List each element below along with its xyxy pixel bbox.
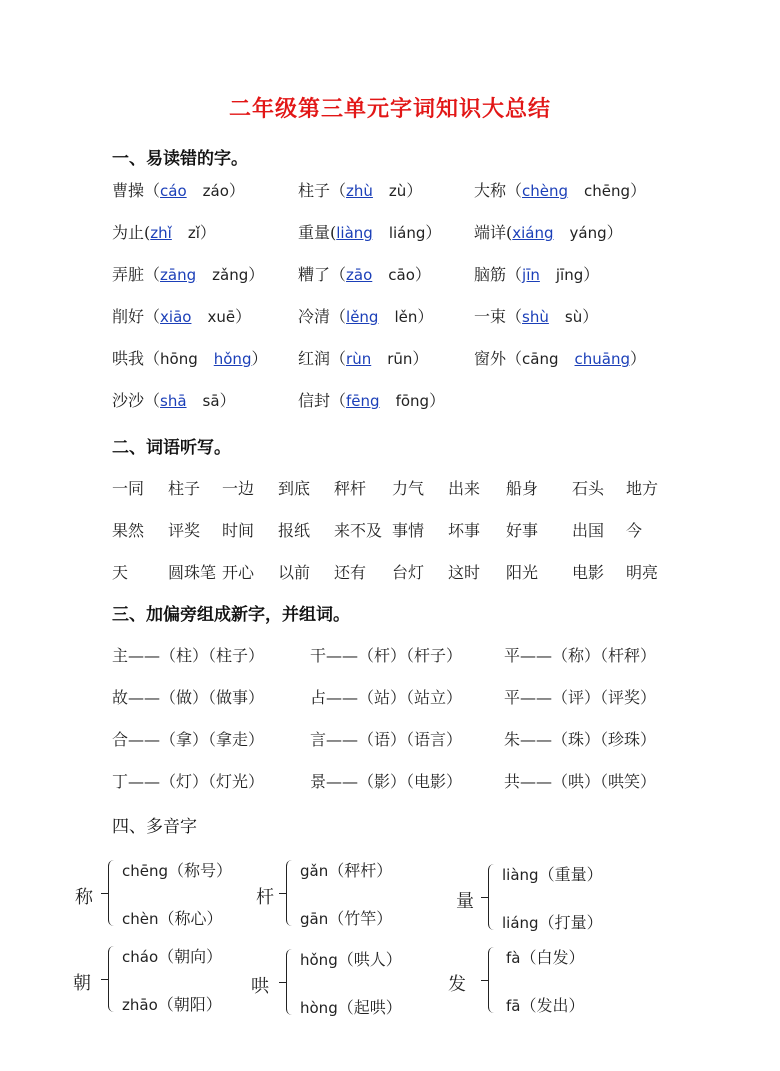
radical-base: 言 <box>310 730 327 749</box>
wrong-pinyin: liáng <box>388 224 426 242</box>
correct-pinyin: jīn <box>522 266 540 284</box>
misread-word: 红润 <box>298 349 331 368</box>
misread-item <box>298 346 428 369</box>
radical-word: （珍珠） <box>600 730 657 749</box>
wrong-pinyin: lěn <box>394 308 418 326</box>
dictation-word: 明亮 <box>626 563 659 582</box>
reading-word: （白发） <box>520 948 585 967</box>
correct-pinyin: shā <box>160 392 187 410</box>
dictation-word: 这时 <box>448 563 481 582</box>
misread-word: 重量 <box>298 223 331 242</box>
radical-word: （语言） <box>406 730 463 749</box>
misread-item <box>298 388 445 411</box>
paren-close: ） <box>582 307 599 326</box>
spacer <box>554 223 570 242</box>
section-heading-misread: 一、易读错的字。 <box>112 149 248 169</box>
paren-open: ( <box>330 223 337 242</box>
radical-new-char: （杆） <box>358 646 407 665</box>
radical-new-char: （哄） <box>552 772 601 791</box>
correct-pinyin: hǒng <box>213 350 252 368</box>
misread-item <box>298 262 431 285</box>
radical-dash: —— <box>520 772 553 791</box>
dictation-word: 到底 <box>278 479 311 498</box>
radical-word: （灯光） <box>208 772 265 791</box>
misread-item <box>474 178 646 201</box>
dictation-word: 出国 <box>572 521 605 540</box>
paren-open: （ <box>506 181 523 200</box>
misread-word: 信封 <box>298 391 331 410</box>
radical-word: （做事） <box>208 688 265 707</box>
misread-item <box>112 262 264 285</box>
spacer <box>191 307 207 326</box>
wrong-pinyin: jīng <box>555 266 584 284</box>
paren-close: ） <box>429 391 446 410</box>
dictation-word: 事情 <box>392 521 425 540</box>
reading-pinyin: zhāo <box>122 996 158 1014</box>
wrong-pinyin: rūn <box>387 350 413 368</box>
dictation-word: 一同 <box>112 479 145 498</box>
dictation-word: 今 <box>626 521 643 540</box>
radical-item <box>112 727 264 750</box>
paren-close: ） <box>606 223 623 242</box>
radical-base: 合 <box>112 730 129 749</box>
spacer <box>187 391 203 410</box>
polyphone-reading <box>300 858 392 881</box>
misread-word: 窗外 <box>474 349 507 368</box>
paren-open: （ <box>330 349 347 368</box>
radical-new-char: （评） <box>552 688 601 707</box>
dictation-word: 圆珠笔 <box>168 563 217 582</box>
radical-item <box>504 643 656 666</box>
radical-base: 景 <box>310 772 327 791</box>
misread-word: 一束 <box>474 307 507 326</box>
radical-new-char: （站） <box>358 688 407 707</box>
misread-item <box>112 388 236 411</box>
dictation-word: 果然 <box>112 521 145 540</box>
polyphone-reading <box>122 906 223 929</box>
radical-dash: —— <box>326 688 359 707</box>
radical-word: （杆子） <box>406 646 463 665</box>
radical-new-char: （拿） <box>160 730 209 749</box>
misread-word: 为止 <box>112 223 145 242</box>
reading-pinyin: gǎn <box>300 862 329 880</box>
radical-item <box>504 685 656 708</box>
dictation-word: 评奖 <box>168 521 201 540</box>
brace-icon <box>108 860 119 926</box>
radical-base: 丁 <box>112 772 129 791</box>
radical-base: 平 <box>504 688 521 707</box>
page-title: 二年级第三单元字词知识大总结 <box>228 96 551 122</box>
wrong-pinyin: zǐ <box>187 224 200 242</box>
paren-close: ） <box>629 349 646 368</box>
correct-pinyin: zhù <box>346 182 373 200</box>
radical-item <box>112 685 264 708</box>
misread-item <box>298 304 433 327</box>
radical-dash: —— <box>520 688 553 707</box>
correct-pinyin: chuāng <box>574 350 630 368</box>
dictation-word: 来不及 <box>334 521 383 540</box>
correct-pinyin: liàng <box>336 224 373 242</box>
polyphone-reading <box>502 862 603 885</box>
paren-close: ） <box>583 265 600 284</box>
paren-close: ） <box>251 349 268 368</box>
radical-base: 平 <box>504 646 521 665</box>
paren-open: （ <box>330 265 347 284</box>
spacer <box>559 349 575 368</box>
dictation-word: 台灯 <box>392 563 425 582</box>
polyphone-reading <box>300 906 392 929</box>
polyphone-reading <box>300 947 402 970</box>
correct-pinyin: cáo <box>160 182 187 200</box>
paren-open: （ <box>144 349 161 368</box>
spacer <box>371 349 387 368</box>
correct-pinyin: zāng <box>160 266 197 284</box>
paren-close: ） <box>199 223 216 242</box>
dictation-word: 阳光 <box>506 563 539 582</box>
spacer <box>373 181 389 200</box>
radical-word: （柱子） <box>208 646 265 665</box>
brace-icon <box>488 864 499 930</box>
reading-word: （称心） <box>158 909 223 928</box>
reading-word: （朝阳） <box>157 995 222 1014</box>
misread-item <box>112 304 251 327</box>
misread-word: 端详 <box>474 223 507 242</box>
misread-item <box>474 304 598 327</box>
polyphone-reading <box>122 992 222 1015</box>
wrong-pinyin: záo <box>202 182 229 200</box>
dictation-word: 坏事 <box>448 521 481 540</box>
section-heading-radicals: 三、加偏旁组成新字，并组词。 <box>112 605 350 625</box>
correct-pinyin: chèng <box>522 182 569 200</box>
dictation-word: 时间 <box>222 521 255 540</box>
misread-item <box>298 220 441 243</box>
radical-dash: —— <box>326 646 359 665</box>
radical-item <box>310 685 462 708</box>
correct-pinyin: rùn <box>346 350 372 368</box>
reading-pinyin: chēng <box>122 862 169 880</box>
misread-item <box>112 346 267 369</box>
paren-close: ） <box>248 265 265 284</box>
radical-item <box>504 769 656 792</box>
reading-pinyin: liáng <box>502 914 539 932</box>
paren-close: ） <box>630 181 647 200</box>
brace-icon <box>108 946 119 1012</box>
paren-open: （ <box>506 307 523 326</box>
paren-close: ） <box>235 307 252 326</box>
wrong-pinyin: cāo <box>388 266 415 284</box>
radical-word: （电影） <box>406 772 463 791</box>
radical-new-char: （做） <box>160 688 209 707</box>
radical-word: （哄笑） <box>600 772 657 791</box>
radical-word: （站立） <box>406 688 463 707</box>
paren-close: ） <box>228 181 245 200</box>
wrong-pinyin: fōng <box>395 392 430 410</box>
misread-item <box>474 220 623 243</box>
wrong-pinyin: zǎng <box>212 266 249 284</box>
paren-open: ( <box>506 223 513 242</box>
paren-open: （ <box>144 181 161 200</box>
misread-word: 冷清 <box>298 307 331 326</box>
spacer <box>540 265 556 284</box>
radical-dash: —— <box>520 730 553 749</box>
dictation-word: 船身 <box>506 479 539 498</box>
radical-new-char: （珠） <box>552 730 601 749</box>
misread-word: 糟了 <box>298 265 331 284</box>
misread-word: 哄我 <box>112 349 145 368</box>
misread-word: 脑筋 <box>474 265 507 284</box>
reading-word: （起哄） <box>337 998 402 1017</box>
paren-open: （ <box>144 307 161 326</box>
reading-pinyin: cháo <box>122 948 159 966</box>
radical-word: （评奖） <box>600 688 657 707</box>
dictation-word: 电影 <box>572 563 605 582</box>
radical-item <box>112 769 264 792</box>
dictation-word: 开心 <box>222 563 255 582</box>
misread-item <box>474 346 646 369</box>
radical-dash: —— <box>128 772 161 791</box>
radical-word: （拿走） <box>208 730 265 749</box>
radical-dash: —— <box>326 730 359 749</box>
reading-word: （秤杆） <box>328 861 393 880</box>
paren-open: （ <box>144 391 161 410</box>
dictation-word: 报纸 <box>278 521 311 540</box>
polyphone-char: 朝 <box>73 973 91 994</box>
correct-pinyin: zhǐ <box>150 224 172 242</box>
misread-word: 弄脏 <box>112 265 145 284</box>
reading-pinyin: hòng <box>300 999 338 1017</box>
paren-open: （ <box>330 307 347 326</box>
radical-item <box>310 727 462 750</box>
polyphone-reading <box>122 858 232 881</box>
misread-item <box>474 262 599 285</box>
dictation-word: 还有 <box>334 563 367 582</box>
brace-icon <box>286 860 297 926</box>
radical-base: 主 <box>112 646 129 665</box>
misread-word: 柱子 <box>298 181 331 200</box>
reading-pinyin: chèn <box>122 910 159 928</box>
dictation-word: 出来 <box>448 479 481 498</box>
wrong-pinyin: yáng <box>569 224 607 242</box>
correct-pinyin: xiāo <box>160 308 192 326</box>
wrong-pinyin: zù <box>388 182 407 200</box>
paren-close: ） <box>219 391 236 410</box>
radical-dash: —— <box>128 688 161 707</box>
radical-dash: —— <box>128 646 161 665</box>
spacer <box>549 307 565 326</box>
radical-word: （杆秤） <box>600 646 657 665</box>
misread-item <box>112 178 245 201</box>
polyphone-reading <box>300 995 402 1018</box>
spacer <box>172 223 188 242</box>
correct-pinyin: lěng <box>346 308 379 326</box>
paren-close: ） <box>414 265 431 284</box>
wrong-pinyin: xuē <box>207 308 236 326</box>
radical-dash: —— <box>128 730 161 749</box>
spacer <box>372 265 388 284</box>
misread-word: 沙沙 <box>112 391 145 410</box>
polyphone-reading <box>506 945 585 968</box>
polyphone-char: 发 <box>448 974 466 995</box>
radical-base: 故 <box>112 688 129 707</box>
radical-new-char: （柱） <box>160 646 209 665</box>
wrong-pinyin: sā <box>202 392 220 410</box>
paren-close: ） <box>417 307 434 326</box>
radical-new-char: （灯） <box>160 772 209 791</box>
section-heading-dictation: 二、词语听写。 <box>112 438 231 458</box>
dictation-word: 柱子 <box>168 479 201 498</box>
radical-base: 干 <box>310 646 327 665</box>
misread-word: 削好 <box>112 307 145 326</box>
radical-dash: —— <box>326 772 359 791</box>
dictation-word: 以前 <box>278 563 311 582</box>
wrong-pinyin: cāng <box>522 350 559 368</box>
correct-pinyin: xiáng <box>512 224 554 242</box>
spacer <box>378 307 394 326</box>
paren-close: ） <box>412 349 429 368</box>
radical-base: 占 <box>310 688 327 707</box>
brace-icon <box>286 949 297 1015</box>
reading-word: （打量） <box>538 913 603 932</box>
correct-pinyin: zāo <box>346 266 373 284</box>
dictation-word: 天 <box>112 563 129 582</box>
misread-item <box>112 220 216 243</box>
section-heading-polyphones: 四、多音字 <box>112 817 197 837</box>
spacer <box>380 391 396 410</box>
brace-icon <box>488 947 499 1013</box>
misread-word: 曹操 <box>112 181 145 200</box>
spacer <box>568 181 584 200</box>
reading-word: （发出） <box>520 996 585 1015</box>
reading-pinyin: fā <box>506 997 521 1015</box>
paren-close: ） <box>406 181 423 200</box>
dictation-word: 石头 <box>572 479 605 498</box>
radical-dash: —— <box>520 646 553 665</box>
dictation-word: 秤杆 <box>334 479 367 498</box>
reading-pinyin: hǒng <box>300 951 338 969</box>
reading-word: （重量） <box>538 865 603 884</box>
correct-pinyin: fēng <box>346 392 380 410</box>
radical-new-char: （称） <box>552 646 601 665</box>
spacer <box>196 265 212 284</box>
dictation-word: 一边 <box>222 479 255 498</box>
polyphone-char: 杆 <box>256 887 274 908</box>
dictation-word: 好事 <box>506 521 539 540</box>
radical-item <box>112 643 264 666</box>
polyphone-reading <box>502 910 603 933</box>
radical-item <box>504 727 656 750</box>
radical-new-char: （语） <box>358 730 407 749</box>
reading-word: （朝向） <box>158 947 223 966</box>
reading-word: （称号） <box>168 861 233 880</box>
reading-pinyin: fà <box>506 949 521 967</box>
polyphone-char: 量 <box>456 891 474 912</box>
wrong-pinyin: sù <box>564 308 583 326</box>
reading-word: （竹竿） <box>328 909 393 928</box>
misread-item <box>298 178 422 201</box>
radical-base: 共 <box>504 772 521 791</box>
paren-open: （ <box>506 265 523 284</box>
polyphone-char: 称 <box>75 887 93 908</box>
wrong-pinyin: chēng <box>584 182 631 200</box>
misread-word: 大称 <box>474 181 507 200</box>
dictation-word: 力气 <box>392 479 425 498</box>
spacer <box>373 223 389 242</box>
reading-word: （哄人） <box>337 950 402 969</box>
polyphone-reading <box>506 993 585 1016</box>
radical-base: 朱 <box>504 730 521 749</box>
polyphone-reading <box>122 944 222 967</box>
radical-item <box>310 769 462 792</box>
paren-open: ( <box>144 223 151 242</box>
correct-pinyin: shù <box>522 308 549 326</box>
radical-new-char: （影） <box>358 772 407 791</box>
paren-open: （ <box>330 391 347 410</box>
paren-close: ） <box>425 223 442 242</box>
radical-item <box>310 643 462 666</box>
dictation-word: 地方 <box>626 479 659 498</box>
spacer <box>187 181 203 200</box>
polyphone-char: 哄 <box>251 976 269 997</box>
spacer <box>198 349 214 368</box>
paren-open: （ <box>506 349 523 368</box>
reading-pinyin: liàng <box>502 866 539 884</box>
paren-open: （ <box>144 265 161 284</box>
reading-pinyin: gān <box>300 910 329 928</box>
paren-open: （ <box>330 181 347 200</box>
wrong-pinyin: hōng <box>160 350 198 368</box>
